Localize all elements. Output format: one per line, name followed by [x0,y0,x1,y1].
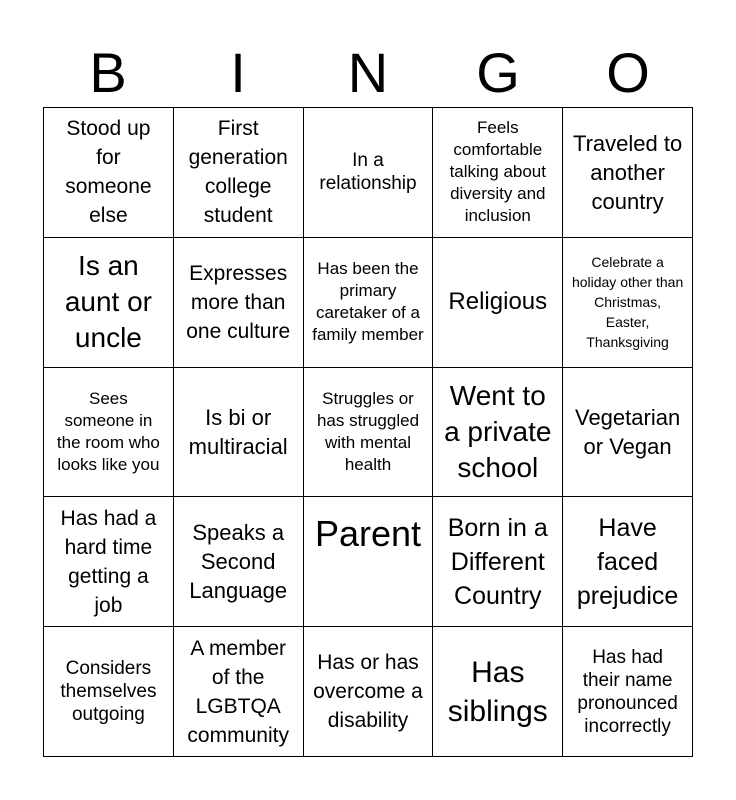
bingo-cell[interactable] [44,238,174,368]
cell-text: Speaks a Second Language [189,520,288,604]
bingo-cell[interactable] [174,108,304,238]
cell-text: Went to a private school [444,379,552,483]
cell-text: Celebrate a holiday other than Christmas, Easter, Thanksgiving [571,254,684,351]
cell-text: Considers themselves outgoing [60,658,157,726]
cell-text: Sees someone in the room who looks like you [56,388,160,474]
cell-text: Struggles or has struggled with mental health [316,388,420,474]
bingo-cell[interactable] [44,497,174,627]
bingo-cell[interactable] [563,627,693,757]
cell-text: Vegetarian or Vegan [574,404,681,459]
bingo-board [43,107,693,757]
cell-text: First generation college student [188,117,288,228]
cell-text: Stood up for someone else [65,117,152,228]
cell-text: Has had a hard time getting a job [60,506,157,617]
cell-text: In a relationship [319,150,417,195]
bingo-cell[interactable] [174,627,304,757]
cell-text: Have faced prejudice [576,513,679,610]
bingo-header [43,38,693,108]
header-letter-n: N [347,41,389,104]
header-letter-g: G [476,41,520,104]
header-letter-i: I [230,41,246,104]
bingo-cell[interactable] [174,497,304,627]
bingo-cell[interactable] [174,238,304,368]
cell-text: Is bi or multiracial [188,404,288,459]
bingo-cell[interactable] [304,627,434,757]
cell-text: Parent [314,513,422,555]
bingo-cell[interactable] [304,368,434,498]
cell-text: A member of the LGBTQA community [187,636,289,747]
cell-text: Traveled to another country [572,130,683,214]
bingo-cell[interactable] [563,238,693,368]
bingo-cell[interactable] [174,368,304,498]
header-letter-b: B [89,41,127,104]
bingo-cell[interactable] [563,497,693,627]
bingo-cell[interactable] [433,497,563,627]
bingo-cell[interactable] [433,368,563,498]
bingo-cell[interactable] [304,108,434,238]
cell-text: Born in a Different Country [447,513,548,610]
bingo-cell[interactable] [304,238,434,368]
bingo-cell[interactable] [44,108,174,238]
bingo-cell[interactable] [563,108,693,238]
bingo-cell[interactable] [433,238,563,368]
cell-text: Has had their name pronounced incorrectly [577,646,678,737]
cell-text: Is an aunt or uncle [64,250,152,354]
bingo-cell[interactable] [433,108,563,238]
bingo-cell[interactable] [44,368,174,498]
cell-text: Expresses more than one culture [186,261,291,343]
cell-text: Feels comfortable talking about diversity and inclusion [449,118,546,226]
cell-text: Religious [448,288,548,316]
bingo-cell[interactable] [44,627,174,757]
header-letter-o: O [606,41,650,104]
bingo-cell[interactable] [304,497,434,627]
bingo-cell[interactable] [563,368,693,498]
bingo-cell[interactable] [433,627,563,757]
cell-text: Has been the primary caretaker of a family member [312,259,424,345]
cell-text: Has or has overcome a disability [313,651,423,733]
cell-text: Has siblings [447,655,548,728]
